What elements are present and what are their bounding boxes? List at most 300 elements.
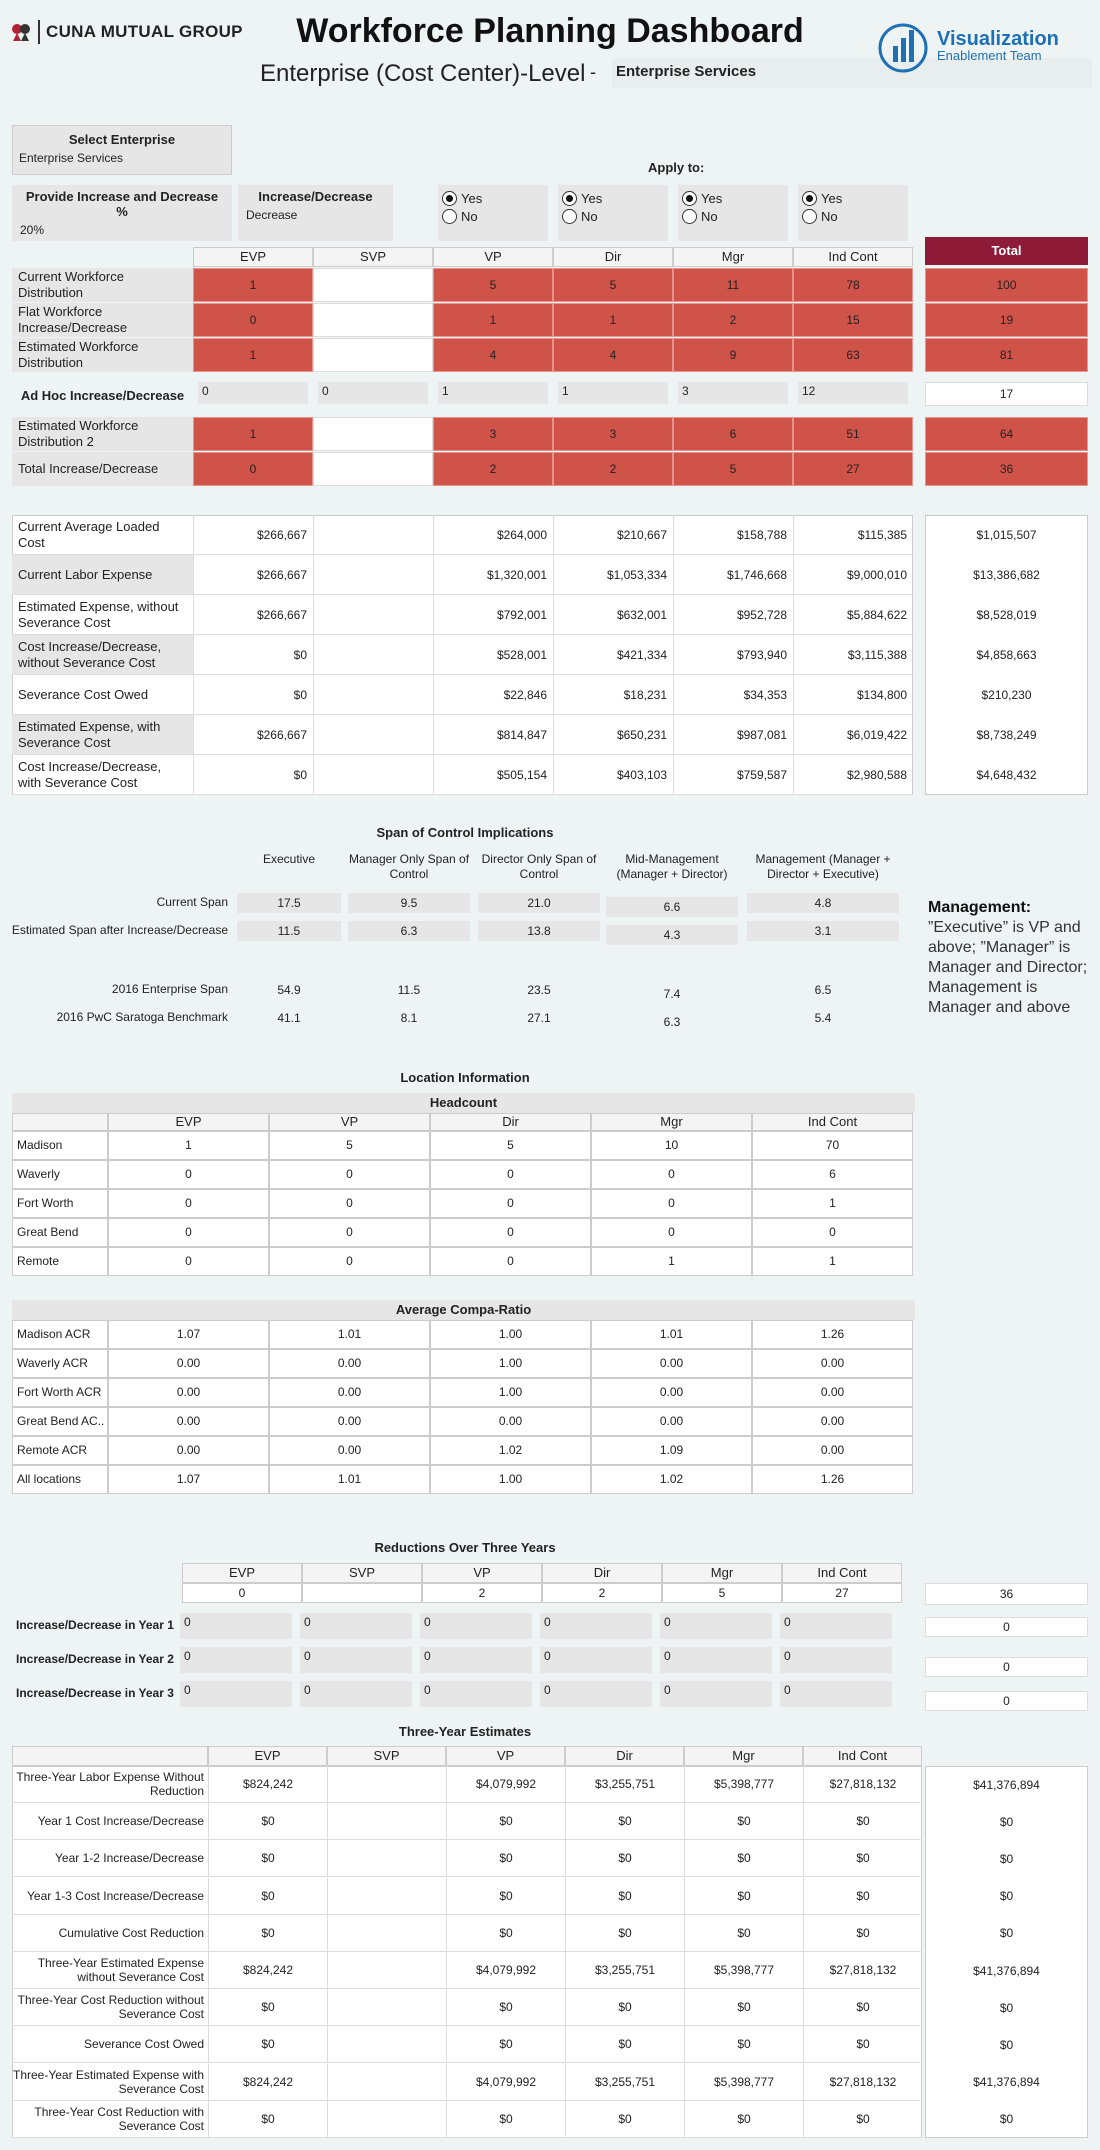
estimates-cell: $0 <box>565 1989 684 2026</box>
dist-row-label: Estimated Workforce Distribution <box>12 338 193 372</box>
cost-row-label: Cost Increase/Decrease, without Severance Cost <box>12 635 193 675</box>
radio-option-no[interactable] <box>562 207 664 225</box>
headcount-cell: 5 <box>430 1131 591 1160</box>
cost-total: $13,386,682 <box>973 568 1040 582</box>
cost-cell <box>313 595 433 635</box>
headcount-title: Headcount <box>12 1093 915 1113</box>
cost-cell <box>313 555 433 595</box>
span-header: Mid-Management (Manager + Director) <box>616 852 728 881</box>
estimates-total: $0 <box>999 2112 1014 2127</box>
radio-yes-icon[interactable] <box>802 191 817 206</box>
apply-to-label: Apply to: <box>648 160 705 175</box>
cost-cell: $814,847 <box>433 715 553 755</box>
estimates-cell: $0 <box>446 1915 565 1952</box>
estimates-cell: $0 <box>208 1803 327 1840</box>
radio-yes-label: Yes <box>461 190 483 206</box>
cost-total: $4,858,663 <box>976 648 1037 662</box>
estimates-cell: $0 <box>565 2101 684 2138</box>
headcount-cell: 10 <box>591 1131 752 1160</box>
estimates-cell: $0 <box>803 1803 922 1840</box>
estimates-row-label: Three-Year Cost Reduction without Severance Cost <box>12 1989 208 2026</box>
cost-cell: $34,353 <box>673 675 793 715</box>
acr-row-label: Remote ACR <box>12 1436 108 1465</box>
year-input[interactable]: 0 <box>420 1647 532 1673</box>
reductions-col-header: SVP <box>302 1563 422 1583</box>
estimates-col-header: EVP <box>208 1746 327 1766</box>
estimates-cell: $3,255,751 <box>565 2064 684 2101</box>
acr-cell: 1.00 <box>430 1465 591 1494</box>
span-cell: 21.0 <box>478 893 600 913</box>
estimates-row-label: Year 1-2 Increase/Decrease <box>12 1840 208 1877</box>
estimates-total: $0 <box>999 1814 1014 1829</box>
estimates-cell: $0 <box>208 2101 327 2138</box>
estimates-cell: $4,079,992 <box>446 2064 565 2101</box>
span-row-label: Current Span <box>156 895 228 909</box>
radio-no-label: No <box>461 208 478 224</box>
cost-cell: $266,667 <box>193 515 313 555</box>
management-note-text: ”Executive” is VP and above; ”Manager” is Manager and Director; Management is Manager and above <box>928 919 1088 1016</box>
dist-row-cell: 78 <box>793 268 913 302</box>
team-name-1: Visualization <box>937 28 1059 50</box>
headcount-cell: 0 <box>591 1218 752 1247</box>
span-header: Manager Only Span of Control <box>348 852 470 881</box>
estimates-cell: $0 <box>446 1878 565 1915</box>
acr-cell: 0.00 <box>108 1436 269 1465</box>
cost-cell <box>313 515 433 555</box>
estimates-cell: $0 <box>446 2101 565 2138</box>
acr-cell: 1.07 <box>108 1320 269 1349</box>
dist-row-cell: 1 <box>433 303 553 337</box>
estimates-cell <box>327 1989 446 2026</box>
cost-cell: $158,788 <box>673 515 793 555</box>
dist-row-cell: 4 <box>553 338 673 372</box>
estimates-cell <box>327 1952 446 1989</box>
year-input[interactable]: 0 <box>300 1613 412 1639</box>
dist-row-cell: 1 <box>193 268 313 302</box>
cost-cell: $266,667 <box>193 595 313 635</box>
column-header: SVP <box>313 247 433 267</box>
increase-type-select[interactable] <box>238 185 393 241</box>
cost-cell: $952,728 <box>673 595 793 635</box>
dist2-row-cell: 5 <box>673 452 793 486</box>
dist-row-cell: 2 <box>673 303 793 337</box>
apply-radio-group-1[interactable] <box>438 185 548 241</box>
subtitle-dash: - <box>590 62 596 82</box>
apply-radio-group-2[interactable] <box>558 185 668 241</box>
acr-cell: 0.00 <box>591 1407 752 1436</box>
dist-row-cell <box>313 303 433 337</box>
dist2-row-cell: 27 <box>793 452 913 486</box>
radio-option-yes[interactable] <box>562 189 664 207</box>
year-input[interactable]: 0 <box>300 1647 412 1673</box>
headcount-row-label: Fort Worth <box>12 1189 108 1218</box>
estimates-corner <box>12 1746 208 1766</box>
estimates-title: Three-Year Estimates <box>398 1724 532 1739</box>
reductions-col-header: EVP <box>182 1563 302 1583</box>
span-cell: 11.5 <box>397 983 421 997</box>
increase-type-value[interactable]: Decrease <box>246 208 298 222</box>
increase-pct-value[interactable]: 20% <box>20 223 45 237</box>
dist-row-cell: 5 <box>433 268 553 302</box>
dist-row-total: 81 <box>925 338 1088 372</box>
span-cell: 9.5 <box>348 893 470 913</box>
headcount-cell: 0 <box>269 1218 430 1247</box>
span-cell: 6.3 <box>663 1015 681 1029</box>
cost-cell: $0 <box>193 675 313 715</box>
headcount-cell: 0 <box>269 1189 430 1218</box>
dist2-row-cell: 1 <box>193 417 313 451</box>
year-input[interactable]: 0 <box>180 1613 292 1639</box>
management-note-title: Management: <box>928 899 1032 916</box>
estimates-cell: $0 <box>446 1840 565 1877</box>
year-input[interactable]: 0 <box>660 1647 772 1673</box>
radio-no-icon[interactable] <box>442 209 457 224</box>
estimates-cell: $0 <box>803 2101 922 2138</box>
estimates-cell: $0 <box>208 1915 327 1952</box>
cost-row-label: Current Average Loaded Cost <box>12 515 193 555</box>
estimates-row-label: Cumulative Cost Reduction <box>12 1915 208 1952</box>
dist-row-cell: 15 <box>793 303 913 337</box>
cost-cell: $9,000,010 <box>793 555 913 595</box>
estimates-cell: $0 <box>684 2026 803 2063</box>
span-cell: 6.3 <box>348 921 470 941</box>
reductions-col-header: Ind Cont <box>782 1563 902 1583</box>
cost-cell: $1,053,334 <box>553 555 673 595</box>
radio-no-label: No <box>581 208 598 224</box>
dist2-row-cell <box>313 452 433 486</box>
estimates-cell: $0 <box>684 1878 803 1915</box>
estimates-cell: $0 <box>803 1989 922 2026</box>
radio-no-icon[interactable] <box>682 209 697 224</box>
adhoc-input[interactable]: 0 <box>318 382 428 404</box>
estimates-cell: $0 <box>565 2026 684 2063</box>
cost-total: $8,738,249 <box>976 728 1037 742</box>
radio-option-yes[interactable] <box>682 189 784 207</box>
year-input[interactable]: 0 <box>420 1613 532 1639</box>
headcount-cell: 0 <box>108 1189 269 1218</box>
acr-cell: 1.00 <box>430 1378 591 1407</box>
headcount-col-header: EVP <box>108 1113 269 1131</box>
estimates-cell <box>327 1915 446 1952</box>
enterprise-display: Enterprise Services <box>612 58 1092 88</box>
estimates-cell: $27,818,132 <box>803 1766 922 1803</box>
increase-type-label: Increase/Decrease <box>258 189 373 204</box>
cost-cell: $266,667 <box>193 555 313 595</box>
acr-cell: 0.00 <box>430 1407 591 1436</box>
column-header: Mgr <box>673 247 793 267</box>
year-label: Increase/Decrease in Year 3 <box>16 1686 174 1700</box>
year-input[interactable]: 0 <box>300 1681 412 1707</box>
cost-row-label: Current Labor Expense <box>12 555 193 595</box>
estimates-cell: $0 <box>684 1803 803 1840</box>
radio-option-no[interactable] <box>682 207 784 225</box>
estimates-total: $0 <box>999 1889 1014 1904</box>
radio-yes-label: Yes <box>701 190 723 206</box>
year-input[interactable]: 0 <box>180 1647 292 1673</box>
cost-cell: $1,320,001 <box>433 555 553 595</box>
cost-cell: $210,667 <box>553 515 673 555</box>
cost-cell: $5,884,622 <box>793 595 913 635</box>
cost-row-label: Cost Increase/Decrease, with Severance Cost <box>12 755 193 795</box>
estimates-cell: $0 <box>446 1989 565 2026</box>
dist-row-cell: 9 <box>673 338 793 372</box>
estimates-cell: $0 <box>684 1840 803 1877</box>
cost-cell: $264,000 <box>433 515 553 555</box>
span-cell: 6.5 <box>814 983 832 997</box>
estimates-cell: $0 <box>446 2026 565 2063</box>
estimates-cell <box>327 1803 446 1840</box>
dist-row-total: 100 <box>925 268 1088 302</box>
estimates-cell: $0 <box>803 2026 922 2063</box>
dist2-row-label: Estimated Workforce Distribution 2 <box>12 417 193 451</box>
estimates-total: $0 <box>999 2037 1014 2052</box>
acr-cell: 1.01 <box>591 1320 752 1349</box>
acr-cell: 1.26 <box>752 1320 913 1349</box>
span-cell: 41.1 <box>277 1011 301 1025</box>
headcount-cell: 0 <box>269 1247 430 1276</box>
span-row-label: Estimated Span after Increase/Decrease <box>11 923 228 937</box>
estimates-total: $0 <box>999 1851 1014 1866</box>
team-name-2: Enablement Team <box>937 48 1042 63</box>
reductions-col-header: Dir <box>542 1563 662 1583</box>
cost-row-label: Estimated Expense, with Severance Cost <box>12 715 193 755</box>
cost-cell: $18,231 <box>553 675 673 715</box>
estimates-total: $41,376,894 <box>973 1963 1040 1978</box>
estimates-cell: $0 <box>565 1915 684 1952</box>
estimates-row-label: Year 1-3 Cost Increase/Decrease <box>12 1878 208 1915</box>
year-input[interactable]: 0 <box>660 1613 772 1639</box>
span-cell: 7.4 <box>663 987 681 1001</box>
radio-option-yes[interactable] <box>442 189 544 207</box>
radio-no-icon[interactable] <box>562 209 577 224</box>
acr-cell: 1.26 <box>752 1465 913 1494</box>
estimates-col-header: Mgr <box>684 1746 803 1766</box>
dist2-row-cell: 51 <box>793 417 913 451</box>
select-enterprise-label: Select Enterprise <box>68 132 176 147</box>
headcount-row-label: Waverly <box>12 1160 108 1189</box>
span-row-label: 2016 Enterprise Span <box>111 982 228 996</box>
select-enterprise[interactable] <box>12 125 232 175</box>
year-input[interactable]: 0 <box>540 1681 652 1707</box>
span-cell: 13.8 <box>478 921 600 941</box>
radio-no-label: No <box>701 208 718 224</box>
reductions-cell: 2 <box>542 1583 662 1603</box>
radio-yes-label: Yes <box>821 190 843 206</box>
acr-cell: 0.00 <box>108 1349 269 1378</box>
dist-row-cell <box>313 338 433 372</box>
dist-row-label: Flat Workforce Increase/Decrease <box>12 303 193 337</box>
headcount-cell: 0 <box>430 1160 591 1189</box>
year-input[interactable]: 0 <box>420 1681 532 1707</box>
cost-total: $1,015,507 <box>976 528 1037 542</box>
headcount-col-header: Dir <box>430 1113 591 1131</box>
estimates-col-header: Ind Cont <box>803 1746 922 1766</box>
radio-no-label: No <box>821 208 838 224</box>
year-total: 0 <box>925 1691 1088 1711</box>
estimates-cell: $0 <box>803 1915 922 1952</box>
estimates-cell: $0 <box>565 1878 684 1915</box>
cost-cell: $0 <box>193 755 313 795</box>
dist2-row-cell: 3 <box>553 417 673 451</box>
apply-radio-group-3[interactable] <box>678 185 788 241</box>
estimates-cell: $824,242 <box>208 1952 327 1989</box>
estimates-cell: $3,255,751 <box>565 1952 684 1989</box>
acr-cell: 0.00 <box>269 1378 430 1407</box>
acr-cell: 1.07 <box>108 1465 269 1494</box>
headcount-row-label: Madison <box>12 1131 108 1160</box>
estimates-cell <box>327 1878 446 1915</box>
team-logo <box>875 18 1059 74</box>
adhoc-input[interactable]: 0 <box>198 382 308 404</box>
estimates-cell: $0 <box>446 1803 565 1840</box>
cost-cell: $505,154 <box>433 755 553 795</box>
cost-cell <box>313 675 433 715</box>
cost-cell: $759,587 <box>673 755 793 795</box>
estimates-row-label: Three-Year Cost Reduction with Severance Cost <box>12 2101 208 2138</box>
radio-yes-icon[interactable] <box>682 191 697 206</box>
estimates-total: $41,376,894 <box>973 2075 1040 2090</box>
reductions-cell: 0 <box>182 1583 302 1603</box>
span-title: Span of Control Implications <box>376 825 554 840</box>
year-input[interactable]: 0 <box>780 1647 892 1673</box>
headcount-col-header: Mgr <box>591 1113 752 1131</box>
headcount-col-header: VP <box>269 1113 430 1131</box>
estimates-cell: $4,079,992 <box>446 1952 565 1989</box>
radio-option-yes[interactable] <box>802 189 904 207</box>
dist-row-cell: 4 <box>433 338 553 372</box>
year-input[interactable]: 0 <box>780 1613 892 1639</box>
acr-row-label: Great Bend AC.. <box>12 1407 108 1436</box>
dist2-row-label: Total Increase/Decrease <box>12 452 193 486</box>
span-cell: 4.3 <box>606 925 738 945</box>
acr-cell: 1.01 <box>269 1465 430 1494</box>
span-cell: 11.5 <box>237 921 341 941</box>
span-cell: 17.5 <box>237 893 341 913</box>
cost-cell: $528,001 <box>433 635 553 675</box>
year-input[interactable]: 0 <box>540 1647 652 1673</box>
cost-total: $8,528,019 <box>976 608 1037 622</box>
headcount-cell: 0 <box>430 1189 591 1218</box>
year-label: Increase/Decrease in Year 1 <box>16 1618 174 1632</box>
cost-cell: $0 <box>193 635 313 675</box>
estimates-cell: $0 <box>684 1989 803 2026</box>
cost-cell: $421,334 <box>553 635 673 675</box>
headcount-col-header: Ind Cont <box>752 1113 913 1131</box>
headcount-cell: 0 <box>108 1218 269 1247</box>
year-input[interactable]: 0 <box>540 1613 652 1639</box>
adhoc-input[interactable]: 1 <box>438 382 548 404</box>
management-note <box>928 898 1098 1018</box>
span-cell: 6.6 <box>606 897 738 917</box>
cost-cell: $632,001 <box>553 595 673 635</box>
acr-cell: 1.00 <box>430 1320 591 1349</box>
span-header: Director Only Span of Control <box>481 852 597 881</box>
headcount-cell: 1 <box>752 1247 913 1276</box>
dist-row-cell: 5 <box>553 268 673 302</box>
column-header: EVP <box>193 247 313 267</box>
dist-row-cell: 63 <box>793 338 913 372</box>
year-input[interactable]: 0 <box>780 1681 892 1707</box>
page-subtitle: Enterprise (Cost Center)-Level <box>260 60 586 87</box>
estimates-cell: $4,079,992 <box>446 1766 565 1803</box>
company-name: CUNA MUTUAL GROUP <box>46 22 243 41</box>
reductions-title: Reductions Over Three Years <box>374 1540 556 1555</box>
dist-row-cell <box>313 268 433 302</box>
headcount-cell: 0 <box>108 1160 269 1189</box>
span-cell: 4.8 <box>747 893 899 913</box>
cost-cell: $2,980,588 <box>793 755 913 795</box>
dist2-row-cell: 6 <box>673 417 793 451</box>
radio-option-no[interactable] <box>442 207 544 225</box>
estimates-cell: $0 <box>684 1915 803 1952</box>
estimates-cell <box>327 1766 446 1803</box>
column-header: VP <box>433 247 553 267</box>
apply-radio-group-4[interactable] <box>798 185 908 241</box>
radio-no-icon[interactable] <box>802 209 817 224</box>
adhoc-input[interactable]: 1 <box>558 382 668 404</box>
span-cell: 23.5 <box>527 983 551 997</box>
estimates-cell: $0 <box>208 1878 327 1915</box>
dist-row-label: Current Workforce Distribution <box>12 268 193 302</box>
headcount-row-label: Great Bend <box>12 1218 108 1247</box>
year-total: 0 <box>925 1657 1088 1677</box>
estimates-total: $0 <box>999 2000 1014 2015</box>
acr-row-label: Fort Worth ACR <box>12 1378 108 1407</box>
adhoc-input[interactable]: 12 <box>798 382 908 404</box>
column-header: Ind Cont <box>793 247 913 267</box>
estimates-cell: $0 <box>565 1840 684 1877</box>
estimates-cell: $0 <box>565 1803 684 1840</box>
reductions-total: 36 <box>925 1583 1088 1605</box>
acr-cell: 0.00 <box>108 1378 269 1407</box>
cost-cell: $792,001 <box>433 595 553 635</box>
dist2-row-cell <box>313 417 433 451</box>
adhoc-input[interactable]: 3 <box>678 382 788 404</box>
cost-cell: $6,019,422 <box>793 715 913 755</box>
radio-yes-icon[interactable] <box>442 191 457 206</box>
reductions-cell: 2 <box>422 1583 542 1603</box>
cost-cell <box>313 755 433 795</box>
headcount-cell: 1 <box>752 1189 913 1218</box>
headcount-cell: 0 <box>430 1247 591 1276</box>
cost-cell <box>313 715 433 755</box>
headcount-cell: 0 <box>108 1247 269 1276</box>
year-input[interactable]: 0 <box>180 1681 292 1707</box>
acr-cell: 0.00 <box>752 1436 913 1465</box>
dist2-row-total: 36 <box>925 452 1088 486</box>
year-input[interactable]: 0 <box>660 1681 772 1707</box>
cost-cell: $3,115,388 <box>793 635 913 675</box>
headcount-cell: 0 <box>591 1160 752 1189</box>
cost-total: $210,230 <box>981 688 1032 702</box>
estimates-cell: $5,398,777 <box>684 1766 803 1803</box>
select-enterprise-value[interactable]: Enterprise Services <box>19 151 124 165</box>
estimates-cell: $0 <box>208 1989 327 2026</box>
cost-total: $4,648,432 <box>976 768 1037 782</box>
estimates-cell: $824,242 <box>208 2064 327 2101</box>
dist2-row-cell: 2 <box>553 452 673 486</box>
estimates-cell: $27,818,132 <box>803 2064 922 2101</box>
estimates-col-header: SVP <box>327 1746 446 1766</box>
increase-pct-input[interactable] <box>12 185 232 241</box>
estimates-cell: $0 <box>803 1840 922 1877</box>
span-header: Executive <box>262 852 316 866</box>
team-logo-icon <box>875 18 931 74</box>
radio-yes-label: Yes <box>581 190 603 206</box>
cost-row-label: Severance Cost Owed <box>12 675 193 715</box>
radio-yes-icon[interactable] <box>562 191 577 206</box>
radio-option-no[interactable] <box>802 207 904 225</box>
